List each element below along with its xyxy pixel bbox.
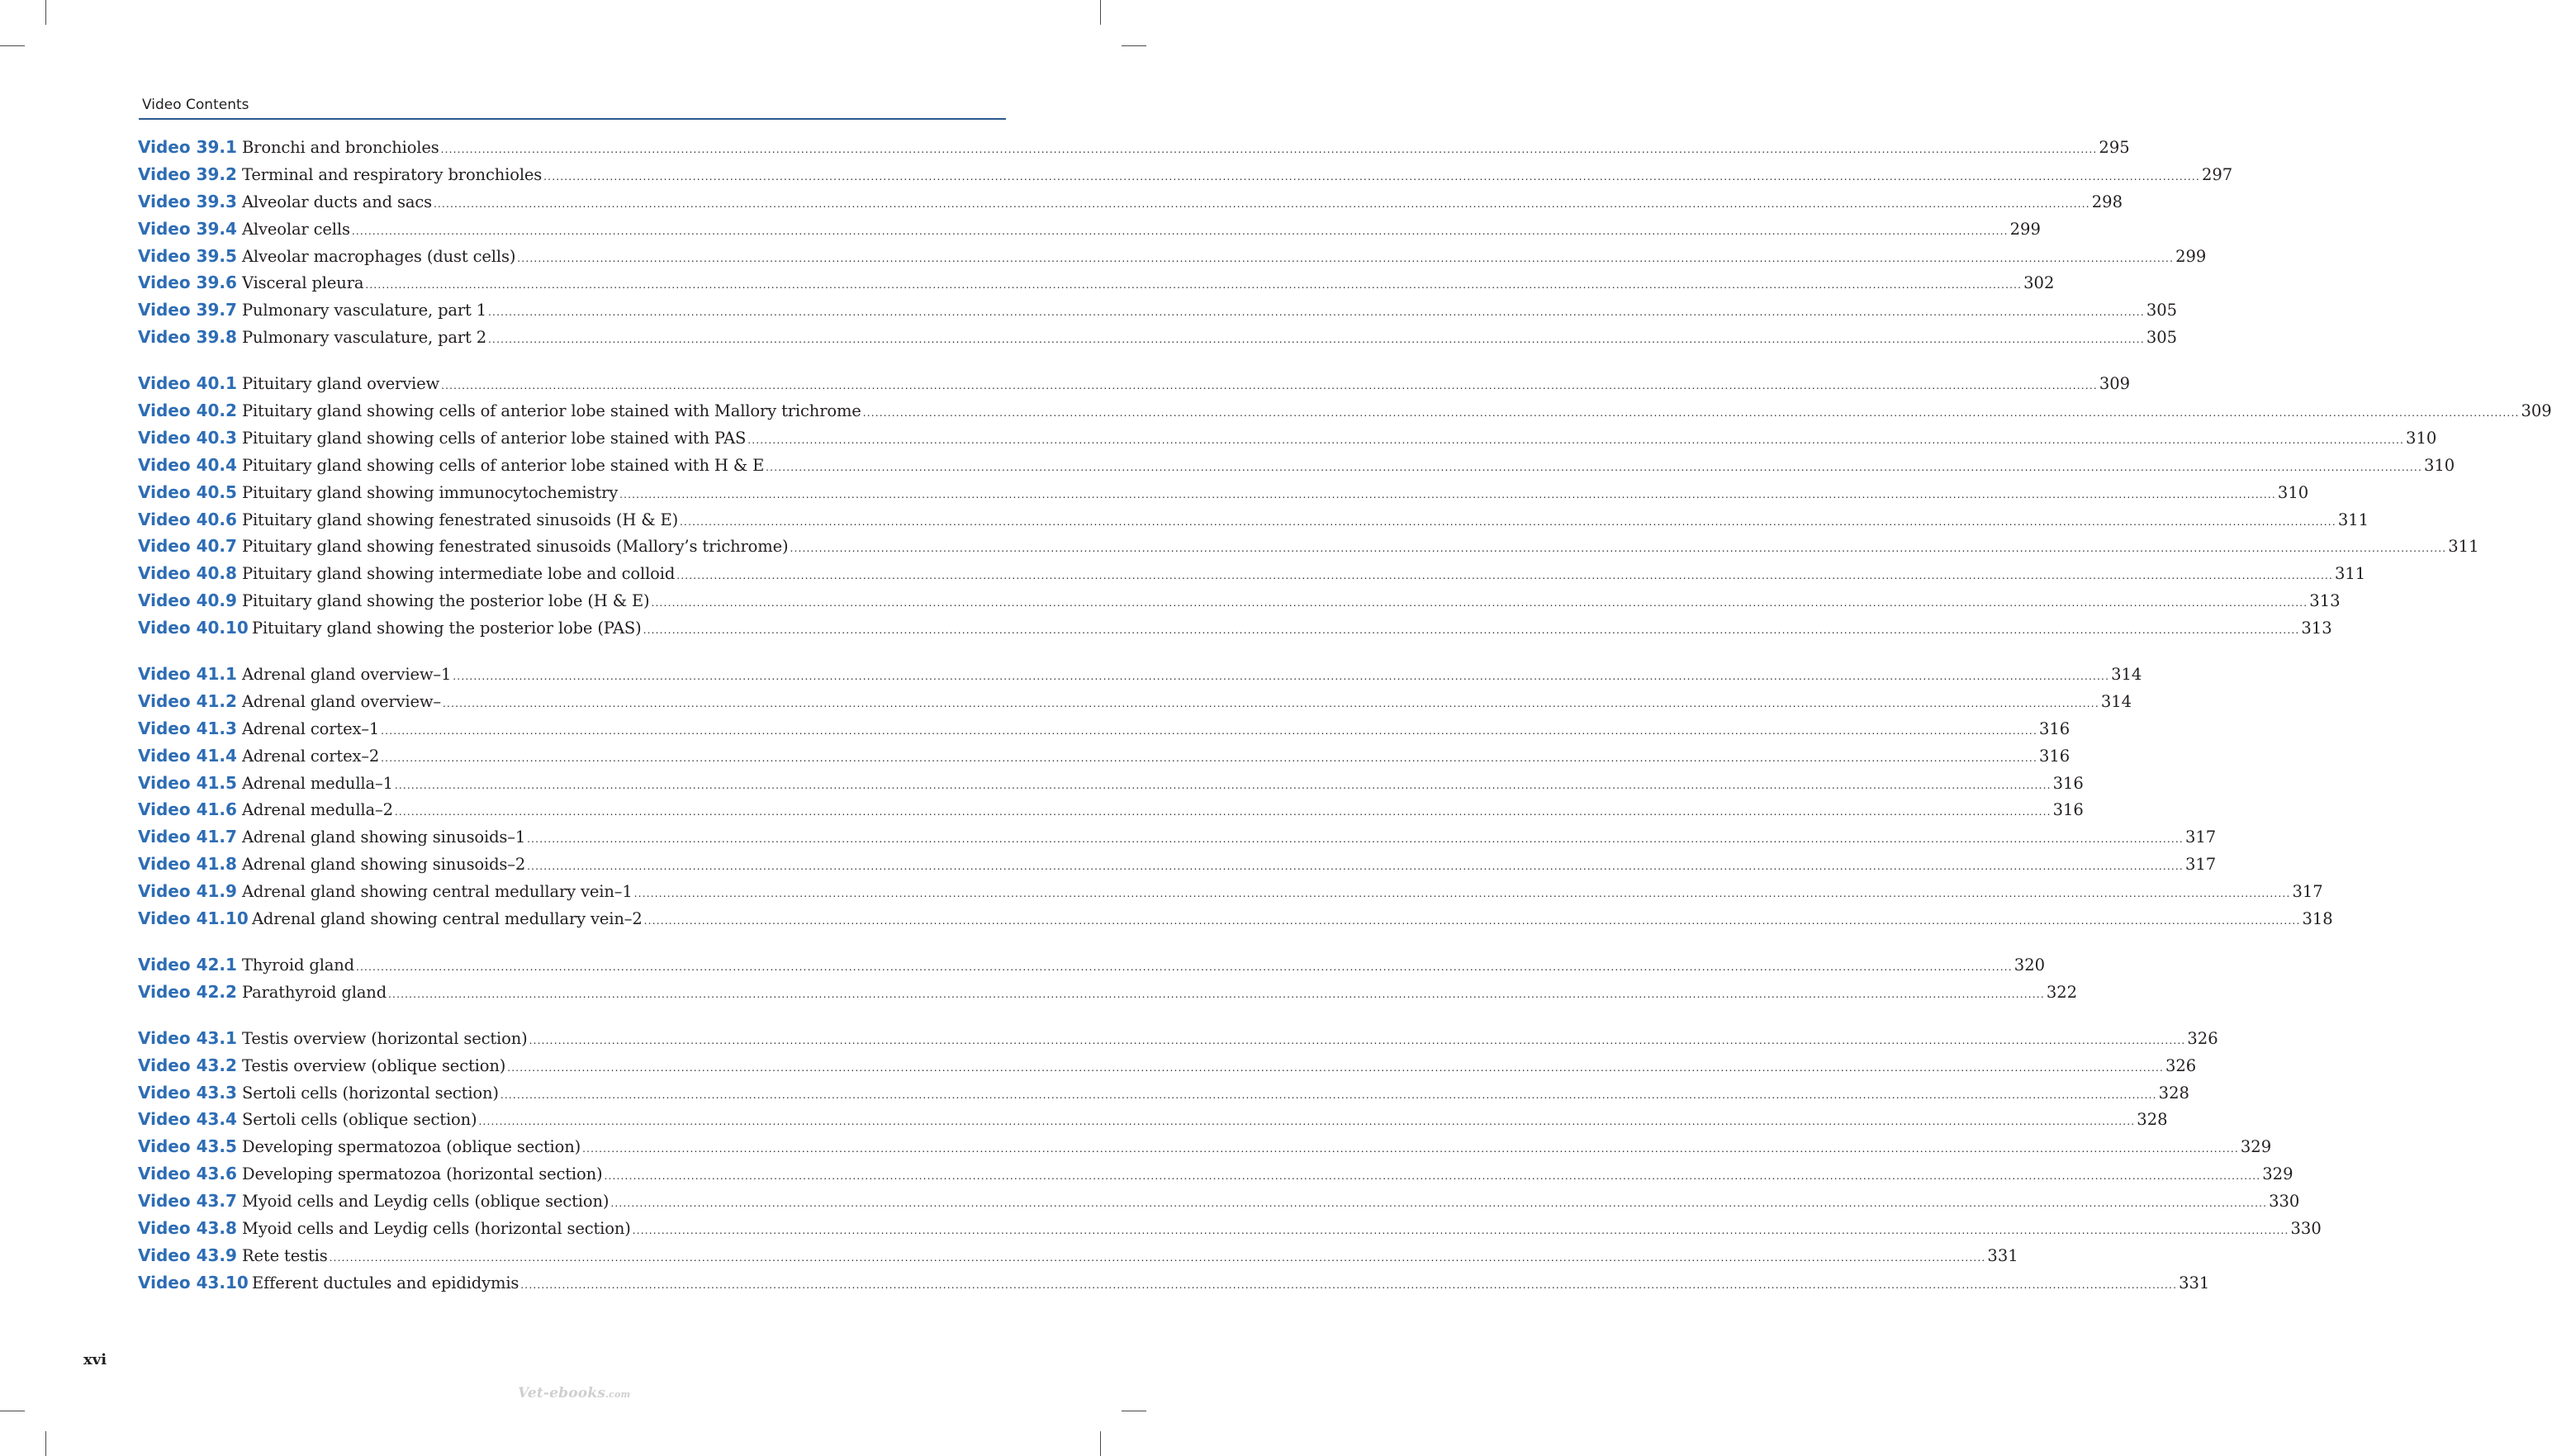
toc-entry[interactable] <box>138 1136 2272 1164</box>
video-label[interactable]: Video 39.4 <box>138 218 237 239</box>
video-label[interactable]: Video 40.2 <box>138 401 237 421</box>
page-reference: 317 <box>2292 882 2323 902</box>
toc-entry[interactable] <box>138 218 2041 246</box>
toc-entry[interactable] <box>138 664 2142 691</box>
dot-leader: ................................................................................................................................................................................................................................................................................................................................................................................................................ <box>747 434 2405 446</box>
dot-leader: ................................................................................................................................................................................................................................................................................................................................................................................................................ <box>527 833 2184 846</box>
page-reference: 302 <box>2023 273 2055 293</box>
page-reference: 309 <box>2521 401 2552 421</box>
page-reference: 313 <box>2309 591 2341 611</box>
page-reference: 328 <box>2137 1110 2168 1130</box>
dot-leader: ................................................................................................................................................................................................................................................................................................................................................................................................................ <box>488 334 2145 346</box>
dot-leader: ................................................................................................................................................................................................................................................................................................................................................................................................................ <box>766 461 2422 473</box>
video-label[interactable]: Video 39.5 <box>138 245 237 266</box>
page-reference: 314 <box>2111 665 2142 685</box>
video-label[interactable]: Video 41.8 <box>138 854 237 875</box>
dot-leader: ................................................................................................................................................................................................................................................................................................................................................................................................................ <box>388 988 2045 1000</box>
dot-leader: ................................................................................................................................................................................................................................................................................................................................................................................................................ <box>604 1170 2261 1183</box>
page-reference: 316 <box>2038 719 2071 738</box>
video-title: Adrenal gland showing sinusoids–2 <box>242 855 526 875</box>
toc-group <box>138 373 2552 645</box>
video-label[interactable]: Video 39.8 <box>138 327 237 348</box>
video-title: Adrenal gland showing central medullary vein–2 <box>252 909 643 929</box>
dot-leader: ................................................................................................................................................................................................................................................................................................................................................................................................................ <box>517 252 2175 264</box>
video-label[interactable]: Video 43.1 <box>138 1027 237 1048</box>
crop-mark <box>1122 45 1146 46</box>
toc-entry[interactable] <box>138 1027 2218 1055</box>
toc-group <box>138 954 2078 1009</box>
dot-leader: ................................................................................................................................................................................................................................................................................................................................................................................................................ <box>643 624 2300 637</box>
video-label[interactable]: Video 41.10 <box>138 908 249 929</box>
video-title: Adrenal cortex–1 <box>242 719 380 738</box>
crop-mark <box>45 0 46 25</box>
page-reference: 330 <box>2269 1192 2300 1212</box>
video-title: Parathyroid gland <box>242 982 387 1002</box>
video-title: Adrenal cortex–2 <box>242 746 380 766</box>
video-title: Testis overview (oblique section) <box>242 1055 506 1075</box>
watermark-main: Vet-ebooks <box>518 1385 606 1401</box>
toc-entry[interactable] <box>138 1109 2168 1136</box>
toc-entry[interactable] <box>138 1055 2197 1083</box>
page-reference: 314 <box>2100 691 2132 711</box>
toc-entry[interactable] <box>138 509 2369 537</box>
video-label[interactable]: Video 42.2 <box>138 981 237 1002</box>
video-title: Pituitary gland overview <box>242 374 440 394</box>
dot-leader: ................................................................................................................................................................................................................................................................................................................................................................................................................ <box>632 1224 2289 1236</box>
video-title: Thyroid gland <box>242 955 354 975</box>
video-title: Pulmonary vasculature, part 1 <box>242 301 487 320</box>
video-label[interactable]: Video 43.3 <box>138 1082 237 1103</box>
video-title: Adrenal medulla–1 <box>242 773 393 793</box>
video-label[interactable]: Video 40.3 <box>138 427 237 448</box>
dot-leader: ................................................................................................................................................................................................................................................................................................................................................................................................................ <box>365 279 2023 292</box>
video-label[interactable]: Video 43.8 <box>138 1217 237 1238</box>
toc-entry[interactable] <box>138 618 2332 645</box>
page-reference: 313 <box>2301 619 2332 638</box>
toc-entry[interactable] <box>138 718 2071 746</box>
page-reference: 310 <box>2423 455 2455 475</box>
video-title: Pituitary gland showing cells of anterior lobe stained with PAS <box>242 428 747 448</box>
video-title: Alveolar ducts and sacs <box>242 192 432 211</box>
dot-leader: ................................................................................................................................................................................................................................................................................................................................................................................................................ <box>440 144 2098 155</box>
dot-leader: ................................................................................................................................................................................................................................................................................................................................................................................................................ <box>507 1061 2164 1074</box>
page-reference: 295 <box>2099 138 2130 157</box>
toc-group <box>138 1027 2322 1300</box>
toc-entry[interactable] <box>138 427 2437 455</box>
video-label[interactable]: Video 43.10 <box>138 1272 249 1292</box>
page-reference: 297 <box>2201 164 2233 184</box>
video-label[interactable]: Video 39.6 <box>138 273 237 293</box>
video-label[interactable]: Video 41.1 <box>138 664 237 685</box>
toc-entry[interactable] <box>138 1164 2293 1191</box>
video-title: Rete testis <box>242 1245 328 1265</box>
video-label[interactable]: Video 39.2 <box>138 164 237 184</box>
video-title: Adrenal gland showing central medullary vein–1 <box>242 882 633 902</box>
video-title: Pulmonary vasculature, part 2 <box>242 328 487 348</box>
video-label[interactable]: Video 40.10 <box>138 618 249 638</box>
video-label[interactable]: Video 40.7 <box>138 536 237 557</box>
toc-entry[interactable] <box>138 245 2207 273</box>
page-reference: 318 <box>2302 909 2333 929</box>
video-title: Adrenal gland overview– <box>242 691 442 711</box>
page-reference: 329 <box>2240 1137 2272 1157</box>
dot-leader: ................................................................................................................................................................................................................................................................................................................................................................................................................ <box>443 697 2099 709</box>
dot-leader: ................................................................................................................................................................................................................................................................................................................................................................................................................ <box>356 960 2013 973</box>
video-title: Pituitary gland showing cells of anterior lobe stained with Mallory trichrome <box>242 401 861 421</box>
crop-mark <box>0 45 25 46</box>
header-rule <box>139 118 1006 120</box>
video-label[interactable]: Video 43.5 <box>138 1136 237 1157</box>
video-title: Testis overview (horizontal section) <box>242 1028 528 1048</box>
toc-entry[interactable] <box>138 1082 2189 1110</box>
video-title: Pituitary gland showing fenestrated sinusoids (H & E) <box>242 510 679 529</box>
video-title: Bronchi and bronchioles <box>242 138 439 157</box>
watermark <box>518 1385 630 1401</box>
video-label[interactable]: Video 41.4 <box>138 745 237 766</box>
page-reference: 305 <box>2146 328 2178 348</box>
toc-entry[interactable] <box>138 300 2178 327</box>
video-contents-list <box>138 137 2552 1319</box>
page-reference: 326 <box>2165 1055 2197 1075</box>
toc-group <box>138 664 2333 936</box>
video-title: Adrenal medulla–2 <box>242 800 393 820</box>
page-reference: 310 <box>2406 428 2437 448</box>
video-label[interactable]: Video 41.3 <box>138 718 237 738</box>
toc-entry[interactable] <box>138 981 2078 1009</box>
dot-leader: ................................................................................................................................................................................................................................................................................................................................................................................................................ <box>543 170 2200 183</box>
video-label[interactable]: Video 40.1 <box>138 373 237 394</box>
video-title: Developing spermatozoa (horizontal section) <box>242 1164 603 1184</box>
dot-leader: ................................................................................................................................................................................................................................................................................................................................................................................................................ <box>394 779 2052 791</box>
video-title: Myoid cells and Leydig cells (oblique section) <box>242 1192 610 1212</box>
toc-entry[interactable] <box>138 1245 2018 1273</box>
page-reference: 309 <box>2099 374 2131 394</box>
dot-leader: ................................................................................................................................................................................................................................................................................................................................................................................................................ <box>394 806 2052 818</box>
toc-entry[interactable] <box>138 590 2341 618</box>
video-label[interactable]: Video 43.9 <box>138 1245 237 1265</box>
page-reference: 331 <box>2179 1273 2210 1292</box>
page-reference: 305 <box>2146 301 2178 320</box>
page-reference: 316 <box>2052 773 2084 793</box>
dot-leader: ................................................................................................................................................................................................................................................................................................................................................................................................................ <box>381 724 2037 737</box>
toc-entry[interactable] <box>138 401 2552 428</box>
dot-leader: ................................................................................................................................................................................................................................................................................................................................................................................................................ <box>488 306 2145 319</box>
dot-leader: ................................................................................................................................................................................................................................................................................................................................................................................................................ <box>329 1251 1986 1264</box>
dot-leader: ................................................................................................................................................................................................................................................................................................................................................................................................................ <box>433 197 2090 210</box>
video-title: Myoid cells and Leydig cells (horizontal section) <box>242 1218 631 1238</box>
page-reference: 311 <box>2337 510 2369 529</box>
page-reference: 317 <box>2184 828 2217 847</box>
page-reference: 299 <box>2009 219 2041 239</box>
toc-entry[interactable] <box>138 373 2131 401</box>
video-title: Developing spermatozoa (oblique section) <box>242 1137 581 1157</box>
dot-leader: ................................................................................................................................................................................................................................................................................................................................................................................................................ <box>680 515 2336 528</box>
toc-entry[interactable] <box>138 772 2084 800</box>
video-label[interactable]: Video 40.4 <box>138 454 237 475</box>
video-label[interactable]: Video 41.2 <box>138 690 237 711</box>
video-label[interactable]: Video 39.3 <box>138 191 237 211</box>
toc-entry[interactable] <box>138 690 2132 719</box>
video-label[interactable]: Video 40.8 <box>138 563 237 584</box>
video-label[interactable]: Video 41.6 <box>138 799 237 820</box>
video-title: Sertoli cells (horizontal section) <box>242 1083 499 1103</box>
running-head: Video Contents <box>142 97 249 113</box>
video-label[interactable]: Video 41.5 <box>138 772 237 793</box>
toc-entry[interactable] <box>138 799 2084 827</box>
video-title: Alveolar cells <box>242 219 350 239</box>
page-reference: 311 <box>2334 564 2366 584</box>
toc-entry[interactable] <box>138 563 2366 590</box>
page-reference: 311 <box>2448 537 2479 557</box>
video-label[interactable]: Video 43.7 <box>138 1191 237 1212</box>
page-reference: 322 <box>2046 982 2078 1002</box>
toc-entry[interactable] <box>138 137 2130 164</box>
video-title: Pituitary gland showing cells of anterior lobe stained with H & E <box>242 455 765 475</box>
video-title: Pituitary gland showing the posterior lobe (H & E) <box>242 591 650 611</box>
toc-entry[interactable] <box>138 881 2323 908</box>
toc-entry[interactable] <box>138 481 2309 510</box>
dot-leader: ................................................................................................................................................................................................................................................................................................................................................................................................................ <box>610 1198 2268 1210</box>
page-reference: 310 <box>2277 482 2309 502</box>
dot-leader: ................................................................................................................................................................................................................................................................................................................................................................................................................ <box>633 888 2291 900</box>
video-label[interactable]: Video 40.6 <box>138 509 237 529</box>
video-label[interactable]: Video 43.6 <box>138 1164 237 1184</box>
crop-mark <box>45 1431 46 1456</box>
page-reference: 298 <box>2091 192 2123 211</box>
video-title: Adrenal gland showing sinusoids–1 <box>242 828 526 847</box>
page-reference: 328 <box>2158 1083 2189 1103</box>
toc-entry[interactable] <box>138 164 2233 192</box>
dot-leader: ................................................................................................................................................................................................................................................................................................................................................................................................................ <box>500 1088 2157 1101</box>
video-label[interactable]: Video 41.7 <box>138 827 237 847</box>
video-title: Visceral pleura <box>242 273 364 293</box>
video-title: Adrenal gland overview–1 <box>242 665 452 685</box>
page-reference: 317 <box>2184 855 2217 875</box>
dot-leader: ................................................................................................................................................................................................................................................................................................................................................................................................................ <box>643 915 2301 927</box>
page-reference: 330 <box>2290 1218 2322 1238</box>
page-reference: 316 <box>2038 746 2071 766</box>
dot-leader: ................................................................................................................................................................................................................................................................................................................................................................................................................ <box>520 1278 2178 1291</box>
toc-entry[interactable] <box>138 454 2455 482</box>
video-title: Pituitary gland showing the posterior lobe (PAS) <box>252 619 642 638</box>
crop-mark <box>1100 0 1101 25</box>
video-title: Alveolar macrophages (dust cells) <box>242 246 516 266</box>
video-label[interactable]: Video 39.7 <box>138 300 237 320</box>
page-reference: 326 <box>2187 1028 2218 1048</box>
video-title: Sertoli cells (oblique section) <box>242 1110 477 1130</box>
dot-leader: ................................................................................................................................................................................................................................................................................................................................................................................................................ <box>862 407 2520 420</box>
toc-entry[interactable] <box>138 327 2178 354</box>
dot-leader: ................................................................................................................................................................................................................................................................................................................................................................................................................ <box>529 1034 2186 1046</box>
page-reference: 299 <box>2175 246 2207 266</box>
video-label[interactable]: Video 40.9 <box>138 590 237 611</box>
page-reference: 329 <box>2262 1164 2293 1184</box>
toc-entry[interactable] <box>138 827 2217 854</box>
watermark-suffix: .com <box>605 1389 631 1400</box>
toc-entry[interactable] <box>138 536 2479 563</box>
video-title: Pituitary gland showing fenestrated sinusoids (Mallory’s trichrome) <box>242 537 789 557</box>
page-number: xvi <box>83 1351 107 1368</box>
dot-leader: ................................................................................................................................................................................................................................................................................................................................................................................................................ <box>790 543 2447 555</box>
toc-entry[interactable] <box>138 908 2333 936</box>
video-label[interactable]: Video 43.2 <box>138 1055 237 1075</box>
video-title: Terminal and respiratory bronchioles <box>242 164 543 184</box>
video-title: Pituitary gland showing immunocytochemistry <box>242 482 619 502</box>
dot-leader: ................................................................................................................................................................................................................................................................................................................................................................................................................ <box>619 488 2276 500</box>
toc-entry[interactable] <box>138 854 2217 881</box>
toc-entry[interactable] <box>138 1272 2210 1300</box>
toc-entry[interactable] <box>138 1217 2322 1245</box>
page-reference: 320 <box>2014 955 2046 975</box>
dot-leader: ................................................................................................................................................................................................................................................................................................................................................................................................................ <box>676 570 2333 582</box>
dot-leader: ................................................................................................................................................................................................................................................................................................................................................................................................................ <box>441 380 2098 392</box>
dot-leader: ................................................................................................................................................................................................................................................................................................................................................................................................................ <box>651 597 2308 609</box>
video-title: Efferent ductules and epididymis <box>252 1273 519 1292</box>
toc-entry[interactable] <box>138 273 2055 300</box>
video-label[interactable]: Video 39.1 <box>138 137 237 157</box>
dot-leader: ................................................................................................................................................................................................................................................................................................................................................................................................................ <box>582 1143 2239 1155</box>
dot-leader: ................................................................................................................................................................................................................................................................................................................................................................................................................ <box>351 225 2009 237</box>
video-label[interactable]: Video 43.4 <box>138 1109 237 1130</box>
video-label[interactable]: Video 41.9 <box>138 881 237 902</box>
toc-entry[interactable] <box>138 954 2046 982</box>
video-title: Pituitary gland showing intermediate lobe and colloid <box>242 564 676 584</box>
video-label[interactable]: Video 40.5 <box>138 481 237 502</box>
toc-entry[interactable] <box>138 191 2123 219</box>
video-label[interactable]: Video 42.1 <box>138 954 237 975</box>
crop-mark <box>1100 1431 1101 1456</box>
dot-leader: ................................................................................................................................................................................................................................................................................................................................................................................................................ <box>381 752 2037 764</box>
toc-entry[interactable] <box>138 1191 2300 1218</box>
toc-entry[interactable] <box>138 745 2071 773</box>
toc-group <box>138 137 2233 354</box>
page-reference: 316 <box>2052 800 2084 820</box>
page-reference: 331 <box>1987 1245 2018 1265</box>
dot-leader: ................................................................................................................................................................................................................................................................................................................................................................................................................ <box>453 671 2110 683</box>
dot-leader: ................................................................................................................................................................................................................................................................................................................................................................................................................ <box>478 1116 2136 1128</box>
dot-leader: ................................................................................................................................................................................................................................................................................................................................................................................................................ <box>527 861 2184 873</box>
